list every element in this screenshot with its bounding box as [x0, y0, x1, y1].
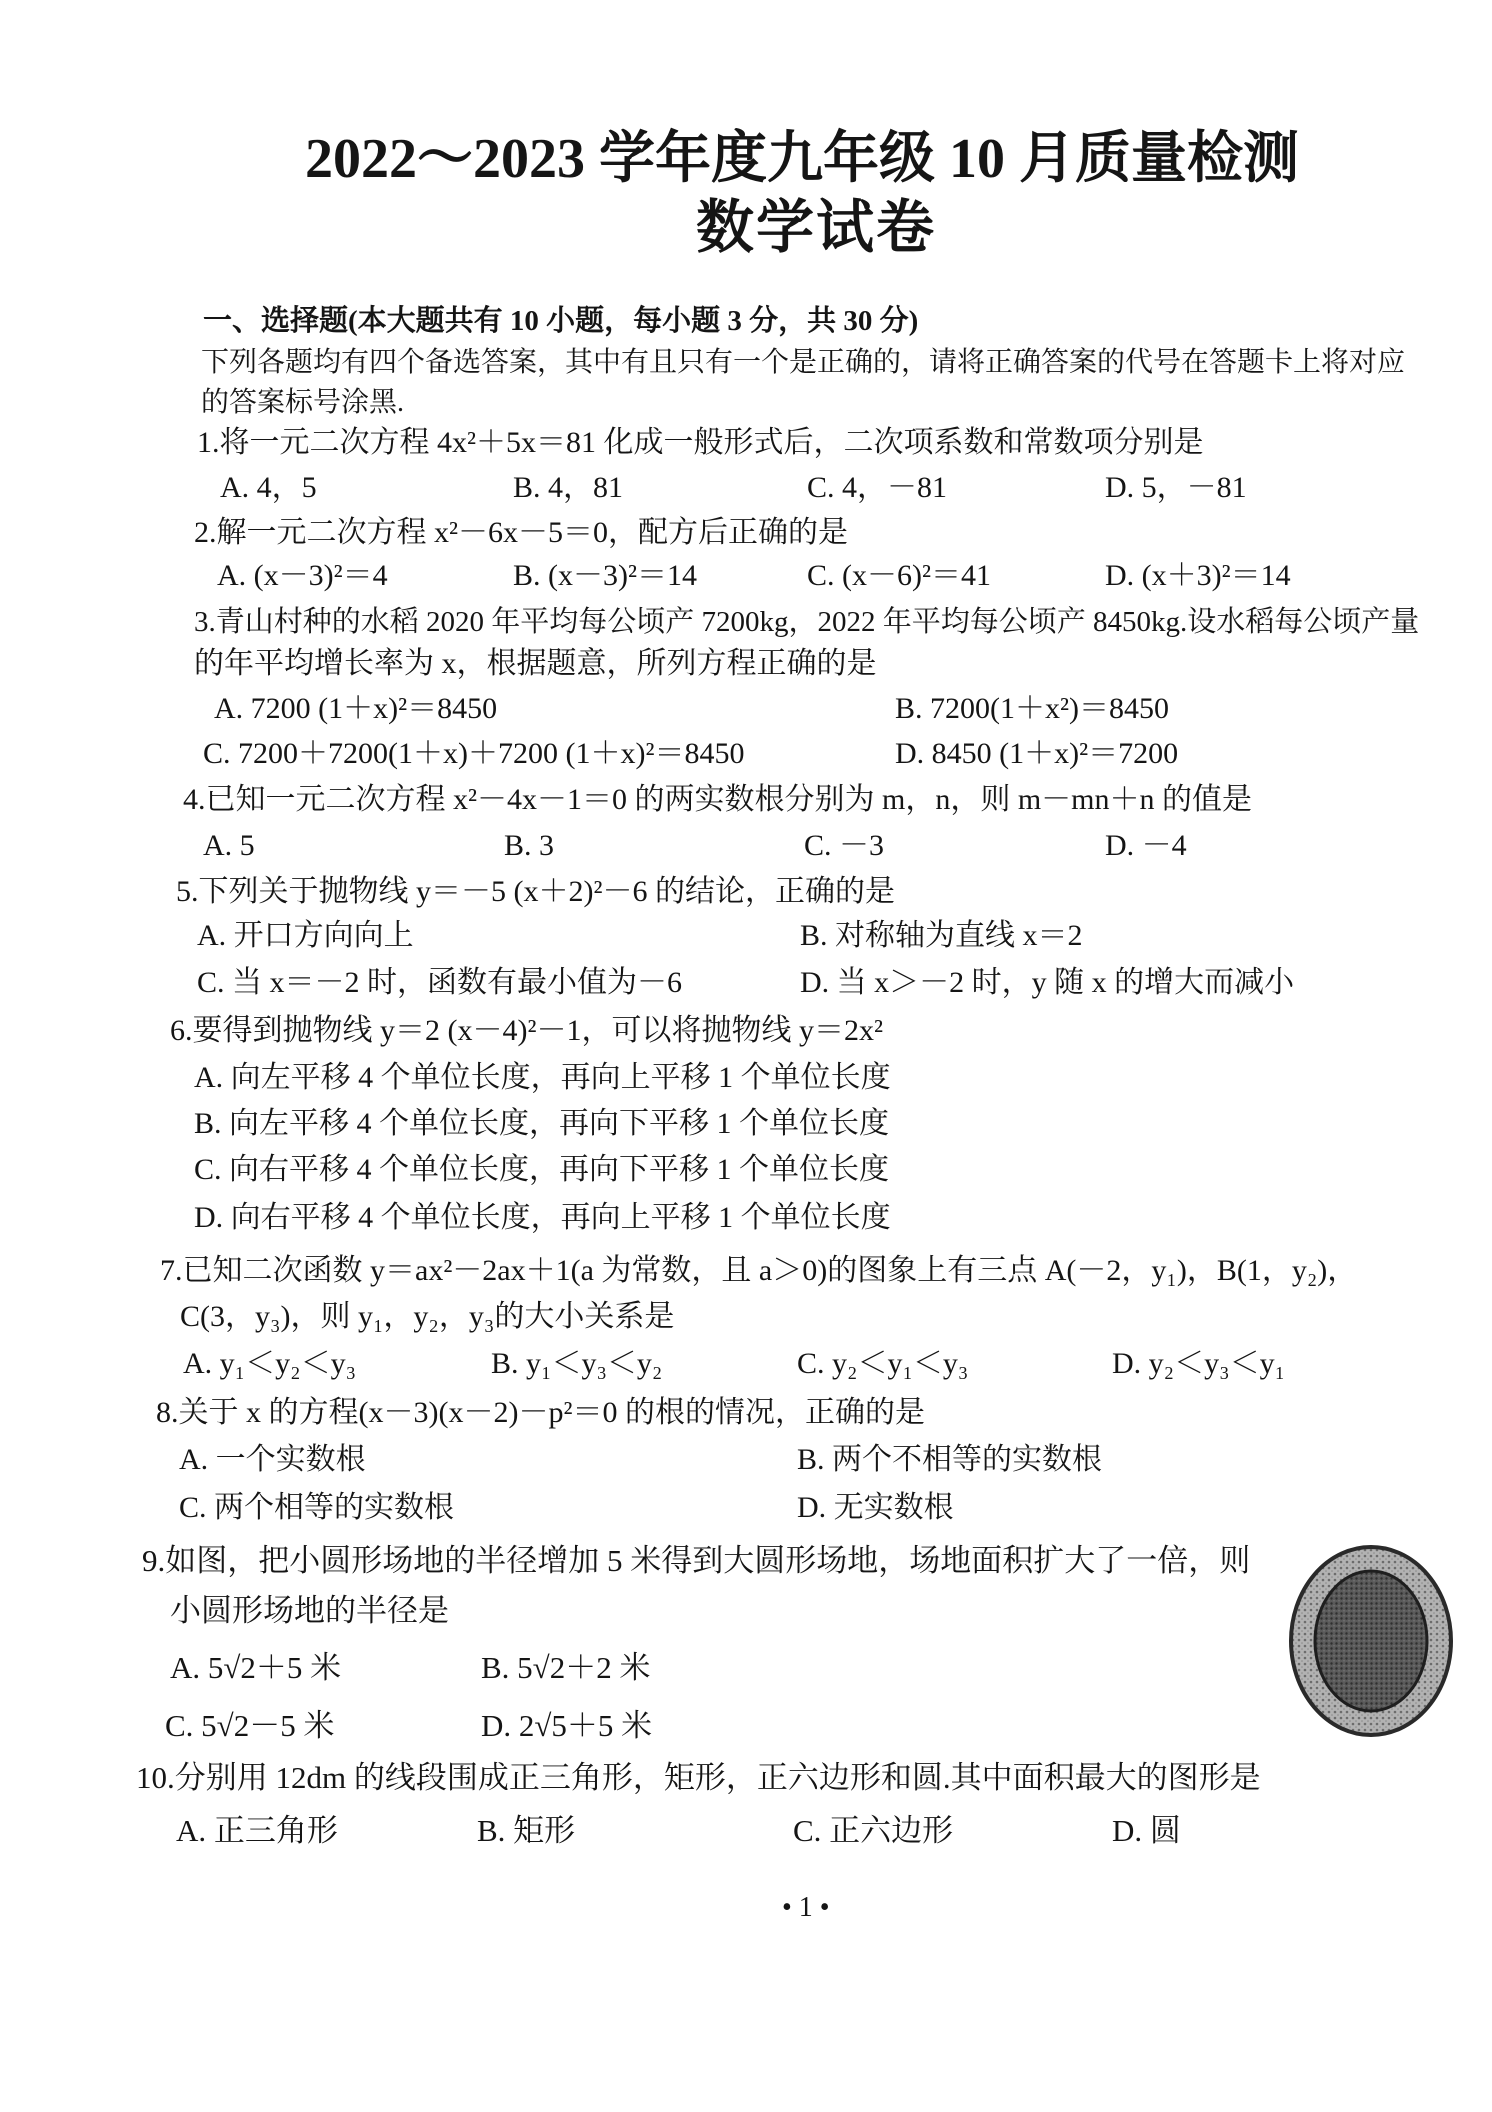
q6-option-c: C. 向右平移 4 个单位长度，再向下平移 1 个单位长度 [194, 1153, 890, 1186]
concentric-circles-figure [1285, 1542, 1457, 1742]
q10-option-b: B. 矩形 [477, 1813, 576, 1848]
q8-option-b: B. 两个不相等的实数根 [797, 1443, 1103, 1476]
q6-option-b: B. 向左平移 4 个单位长度，再向下平移 1 个单位长度 [194, 1107, 890, 1140]
q7-stem-line-2: C(3，y₃)，则 y₁，y₂，y₃的大小关系是 [180, 1300, 675, 1333]
q4-stem: 4.已知一元二次方程 x²－4x－1＝0 的两实数根分别为 m，n，则 m－mn＋n 的值是 [183, 783, 1252, 816]
q3-option-b: B. 7200(1＋x²)＝8450 [895, 692, 1169, 725]
q9-option-c: C. 5√2－5 米 [165, 1708, 335, 1743]
q1-option-a: A. 4，5 [220, 471, 317, 504]
exam-subtitle: 数学试卷 [696, 195, 937, 260]
q7-option-d: D. y₂＜y₃＜y₁ [1112, 1347, 1286, 1380]
q1-stem: 1.将一元二次方程 4x²＋5x＝81 化成一般形式后，二次项系数和常数项分别是 [197, 426, 1204, 459]
q3-stem-line-2: 的年平均增长率为 x，根据题意，所列方程正确的是 [194, 647, 877, 680]
q7-stem-line-1: 7.已知二次函数 y＝ax²－2ax＋1(a 为常数，且 a＞0)的图象上有三点 A(－2，y₁)，B(1，y₂)， [160, 1254, 1358, 1287]
q9-option-d: D. 2√5＋5 米 [481, 1708, 653, 1743]
q8-option-a: A. 一个实数根 [179, 1443, 366, 1476]
q10-option-d: D. 圆 [1112, 1813, 1181, 1848]
q10-option-a: A. 正三角形 [176, 1813, 338, 1848]
q5-option-c: C. 当 x＝－2 时，函数有最小值为－6 [197, 966, 683, 999]
q2-option-d: D. (x＋3)²＝14 [1105, 559, 1291, 592]
q8-stem: 8.关于 x 的方程(x－3)(x－2)－p²＝0 的根的情况，正确的是 [156, 1396, 925, 1429]
q10-stem: 10.分别用 12dm 的线段围成正三角形，矩形，正六边形和圆.其中面积最大的图形是 [136, 1760, 1261, 1795]
q9-stem-line-2: 小圆形场地的半径是 [170, 1593, 449, 1628]
q1-option-c: C. 4，－81 [807, 471, 948, 504]
q3-stem-line-1: 3.青山村种的水稻 2020 年平均每公顷产 7200kg，2022 年平均每公顷产 8450kg.设水稻每公顷产量 [194, 606, 1420, 638]
q8-option-d: D. 无实数根 [797, 1491, 954, 1524]
q9-option-a: A. 5√2＋5 米 [170, 1650, 342, 1685]
q7-option-c: C. y₂＜y₁＜y₃ [797, 1347, 969, 1380]
q2-option-a: A. (x－3)²＝4 [217, 559, 388, 592]
q1-option-d: D. 5，－81 [1105, 471, 1247, 504]
q6-stem: 6.要得到抛物线 y＝2 (x－4)²－1，可以将抛物线 y＝2x² [170, 1014, 883, 1047]
q8-option-c: C. 两个相等的实数根 [179, 1491, 455, 1524]
q4-option-b: B. 3 [504, 829, 555, 862]
page-number: • 1 • [782, 1892, 830, 1923]
q4-option-d: D. －4 [1105, 829, 1187, 862]
section-instructions-line-2: 的答案标号涂黑. [201, 387, 405, 418]
q7-option-b: B. y₁＜y₃＜y₂ [491, 1347, 663, 1380]
q7-option-a: A. y₁＜y₂＜y₃ [183, 1347, 357, 1380]
q9-stem-line-1: 9.如图，把小圆形场地的半径增加 5 米得到大圆形场地，场地面积扩大了一倍，则 [142, 1543, 1251, 1578]
q6-option-d: D. 向右平移 4 个单位长度，再向上平移 1 个单位长度 [194, 1201, 891, 1234]
q5-stem: 5.下列关于抛物线 y＝－5 (x＋2)²－6 的结论，正确的是 [176, 875, 895, 908]
section-instructions-line-1: 下列各题均有四个备选答案，其中有且只有一个是正确的，请将正确答案的代号在答题卡上将对应 [201, 347, 1406, 378]
q9-option-b: B. 5√2＋2 米 [481, 1650, 651, 1685]
exam-title: 2022～2023 学年度九年级 10 月质量检测 [305, 128, 1299, 190]
q10-option-c: C. 正六边形 [793, 1813, 954, 1848]
q1-option-b: B. 4，81 [513, 471, 624, 504]
section-heading: 一、选择题(本大题共有 10 小题，每小题 3 分，共 30 分) [203, 305, 919, 337]
q2-option-b: B. (x－3)²＝14 [513, 559, 697, 592]
small-circle-field [1315, 1571, 1427, 1711]
q4-option-a: A. 5 [203, 829, 255, 862]
q5-option-b: B. 对称轴为直线 x＝2 [800, 919, 1083, 952]
q3-option-a: A. 7200 (1＋x)²＝8450 [214, 692, 498, 725]
q4-option-c: C. －3 [804, 829, 885, 862]
q6-option-a: A. 向左平移 4 个单位长度，再向上平移 1 个单位长度 [194, 1061, 891, 1094]
q5-option-a: A. 开口方向向上 [197, 919, 414, 952]
q2-option-c: C. (x－6)²＝41 [807, 559, 991, 592]
q5-option-d: D. 当 x＞－2 时，y 随 x 的增大而减小 [800, 966, 1295, 999]
q3-option-c: C. 7200＋7200(1＋x)＋7200 (1＋x)²＝8450 [203, 737, 745, 770]
q3-option-d: D. 8450 (1＋x)²＝7200 [895, 737, 1179, 770]
q2-stem: 2.解一元二次方程 x²－6x－5＝0，配方后正确的是 [194, 516, 848, 549]
